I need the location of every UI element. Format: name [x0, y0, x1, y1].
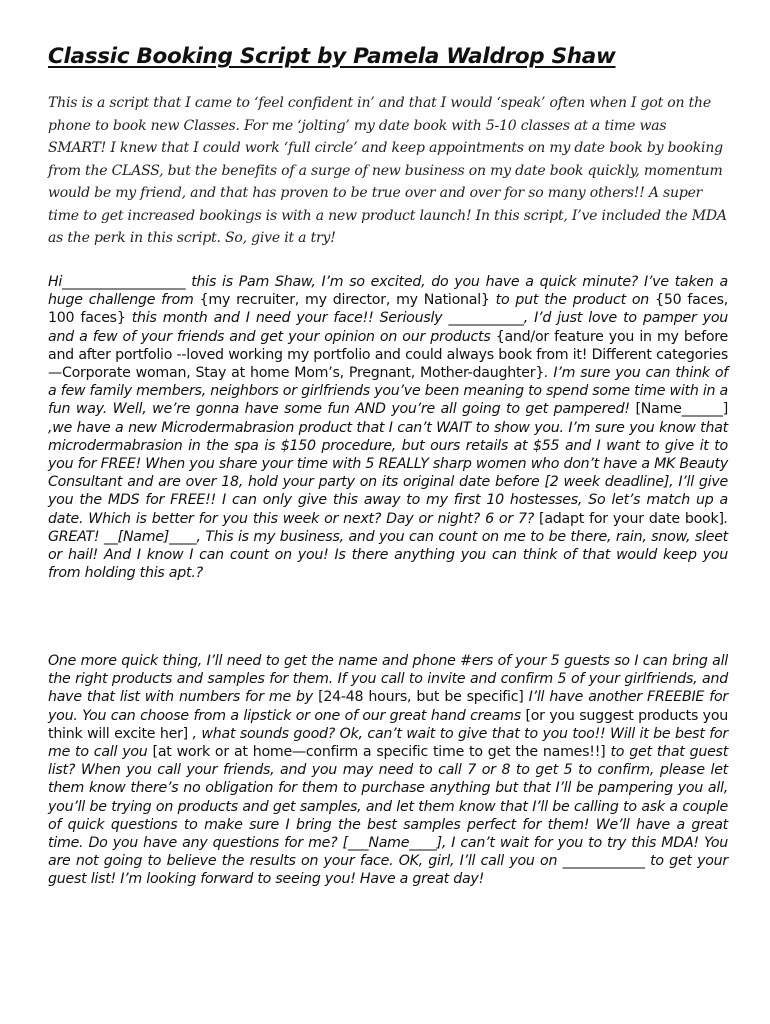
- document-title: Classic Booking Script by Pamela Waldrop Shaw: [48, 44, 616, 69]
- bracketed-note: [at work or at home—confirm a specific time to get the names!!]: [152, 744, 606, 761]
- bracketed-note: {my recruiter, my director, my National}: [199, 292, 490, 309]
- bracketed-note: [Name______]: [635, 401, 728, 418]
- script-paragraph-2: [48, 652, 728, 889]
- bracketed-note: {and/or feature you in my before and after portfolio --loved working my portfolio and could always book from it! Different categories—Corporate woman, Stay at home Mom’s, Pregnant, Mother-daughter}: [48, 328, 729, 382]
- script-paragraph-1: [48, 273, 728, 582]
- script-text: . I’m sure you can think of a few family members, neighbors or girlfriends you’ve been meaning to spend some time with in a fun way. Well, we’re gonna have some fun AND you’re all going to get pampered!: [48, 365, 729, 418]
- intro-paragraph: This is a script that I came to ‘feel confident in’ and that I would ‘speak’ often when I got on the phone to book new Classes. For me ‘jolting’ my date book with 5-10 classes at a time was SMART! I knew that I could work ‘full circle’ and keep appointments on my date book by booking from the CLASS, but the benefits of a surge of new business on my date book quickly, momentum would be my friend, and that has proven to be true over and over for so many others!! A super time to get increased bookings is with a new product launch! In this script, I’ve included the MDA as the perk in this script. So, give it a try!: [48, 95, 727, 246]
- script-text: , what sounds good? Ok, can’t wait to give that to you too!! Will it be best for me to call you: [48, 725, 728, 761]
- script-text: One more quick thing, I’ll need to get the name and phone #ers of your 5 guests so I can bring all the right products and samples for them. If you call to invite and confirm 5 of your girlfriends, and have that list with numbers for me by: [48, 653, 728, 706]
- script-text: to put the product on: [489, 292, 656, 309]
- script-text: . GREAT! __[Name]____, This is my business, and you can count on me to be there, rain, snow, sleet or hail! And I know I can count on you! Is there anything you can think of that would keep you from holding this apt.?: [48, 510, 728, 582]
- script-text: I’ll have another FREEBIE for you. You can choose from a lipstick or one of our great hand creams: [48, 689, 728, 724]
- script-text: Hi__________________ this is Pam Shaw, I’m so excited, do you have a quick minute? I’ve taken a huge challenge from: [48, 274, 728, 309]
- script-text: this month and I need your face!! Seriously ___________, I’d just love to pamper you and a few of your friends and get your opinion on our products: [48, 310, 729, 345]
- bracketed-note: [adapt for your date book]: [539, 510, 724, 527]
- script-text: to get that guest list? When you call your friends, and you may need to call 7 or 8 to get 5 to confirm, please let them know there’s no obligation for them to purchase anything but that I’ll be pampering you all, you’ll be trying on products and get samples, and let them know that I’ll be calling to ask a couple of quick questions to make sure I bring the best samples perfect for them! We’ll have a great time. Do you have any questions for me? [___Name____], I can’t wait for you to try this MDA! You are not going to believe the results on your face. OK, girl, I’ll call you on ____________ to get your guest list! I’m looking forward to seeing you! Have a great day!: [48, 744, 729, 888]
- bracketed-note: [or you suggest products you think will excite her]: [48, 707, 728, 742]
- bracketed-note: {50 faces, 100 faces}: [48, 292, 728, 327]
- bracketed-note: [24-48 hours, but be specific]: [318, 689, 524, 706]
- script-text: ,we have a new Microdermabrasion product that I can’t WAIT to show you. I’m sure you know that microdermabrasion in the spa is $150 procedure, but ours retails at $55 and I want to give it to you for FREE! When you share your time with 5 REALLY sharp women who don’t have a MK Beauty Consultant and are over 18, hold your party on its original date before [2 week deadline], I’ll give you the MDS for FREE!! I can only give this away to my first 10 hostesses, So let’s match up a date. Which is better for you this week or next? Day or night? 6 or 7?: [48, 419, 728, 527]
